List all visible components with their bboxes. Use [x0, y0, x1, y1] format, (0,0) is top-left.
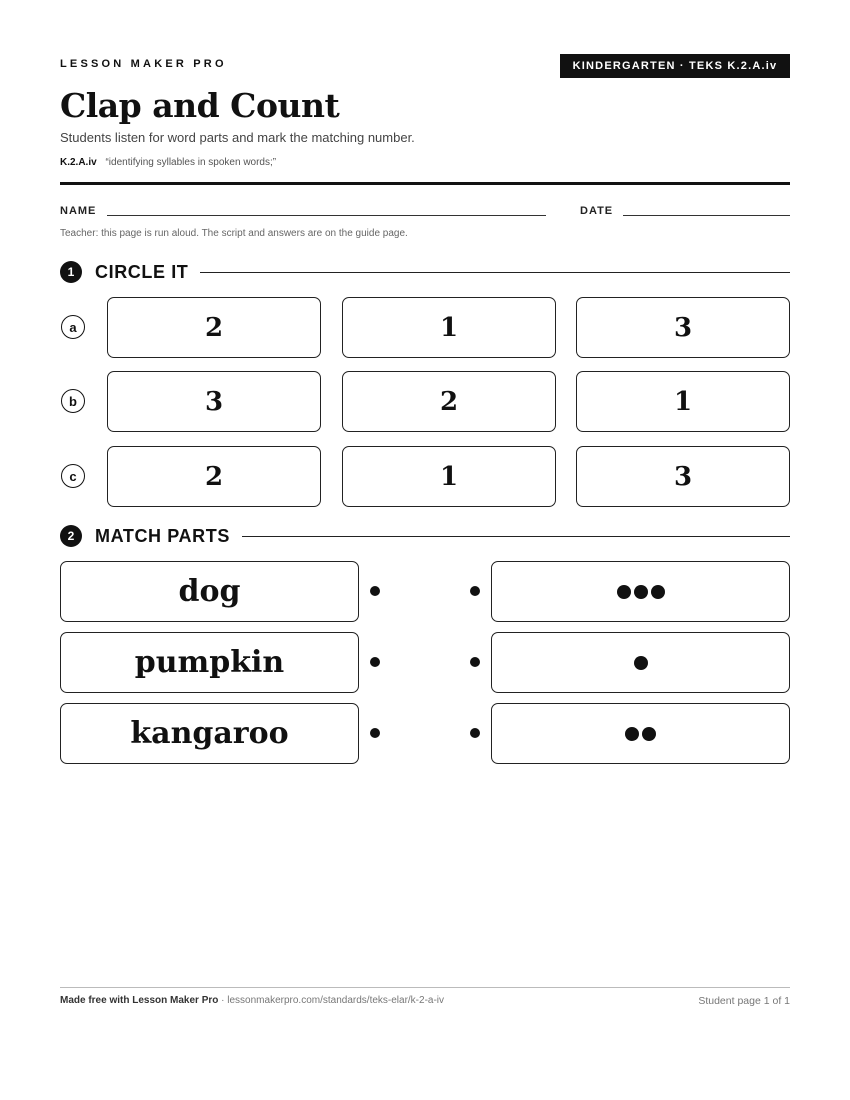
row-letter-c: c — [61, 464, 85, 488]
match-word-card: pumpkin — [60, 632, 359, 693]
brand-name: LESSON MAKER PRO — [60, 58, 227, 70]
standard-reference — [60, 157, 276, 168]
section-rule — [200, 272, 790, 273]
syllable-dot-card — [491, 561, 790, 622]
section-match-parts-header — [60, 524, 790, 548]
grade-standard-badge: KINDERGARTEN · TEKS K.2.A.iv — [560, 54, 790, 78]
answer-option[interactable]: 2 — [107, 446, 321, 507]
match-word-card: kangaroo — [60, 703, 359, 764]
footer-divider — [60, 987, 790, 988]
match-word-card: dog — [60, 561, 359, 622]
answer-option[interactable]: 3 — [107, 371, 321, 432]
section-number: 1 — [60, 261, 82, 283]
worksheet-subtitle: Students listen for word parts and mark the matching number. — [60, 130, 415, 145]
worksheet-title: Clap and Count — [60, 86, 340, 125]
answer-option[interactable]: 1 — [576, 371, 790, 432]
answer-option[interactable]: 2 — [342, 371, 556, 432]
footer-credit — [60, 995, 444, 1006]
footer-made-with: Made free with Lesson Maker Pro — [60, 995, 219, 1006]
answer-option[interactable]: 1 — [342, 446, 556, 507]
syllable-dot — [642, 727, 656, 741]
match-connector-dot[interactable] — [470, 728, 480, 738]
match-connector-dot[interactable] — [470, 586, 480, 596]
match-connector-dot[interactable] — [370, 657, 380, 667]
date-label: DATE — [580, 205, 614, 217]
answer-option[interactable]: 3 — [576, 446, 790, 507]
section-title: MATCH PARTS — [95, 525, 230, 546]
footer-page-number: Student page 1 of 1 — [698, 995, 790, 1007]
syllable-dot-card — [491, 632, 790, 693]
syllable-dot — [651, 585, 665, 599]
match-connector-dot[interactable] — [370, 586, 380, 596]
match-connector-dot[interactable] — [470, 657, 480, 667]
standard-text: “identifying syllables in spoken words;” — [105, 157, 277, 168]
row-letter-a: a — [61, 315, 85, 339]
answer-option[interactable]: 3 — [576, 297, 790, 358]
syllable-dot — [634, 656, 648, 670]
match-connector-dot[interactable] — [370, 728, 380, 738]
section-title: CIRCLE IT — [95, 261, 189, 282]
footer-url[interactable]: · lessonmakerpro.com/standards/teks-elar/k-2-a-iv — [218, 995, 445, 1006]
standard-code: K.2.A.iv — [60, 157, 97, 168]
syllable-dot — [625, 727, 639, 741]
syllable-dot-card — [491, 703, 790, 764]
syllable-dot — [617, 585, 631, 599]
row-letter-b: b — [61, 389, 85, 413]
section-circle-it-header — [60, 260, 790, 284]
syllable-dot — [634, 585, 648, 599]
section-rule — [242, 536, 790, 537]
name-label: NAME — [60, 205, 97, 217]
date-field[interactable] — [623, 215, 790, 216]
section-number: 2 — [60, 525, 82, 547]
teacher-note: Teacher: this page is run aloud. The script and answers are on the guide page. — [60, 228, 408, 239]
answer-option[interactable]: 1 — [342, 297, 556, 358]
answer-option[interactable]: 2 — [107, 297, 321, 358]
header-divider — [60, 182, 790, 185]
name-field[interactable] — [107, 215, 546, 216]
